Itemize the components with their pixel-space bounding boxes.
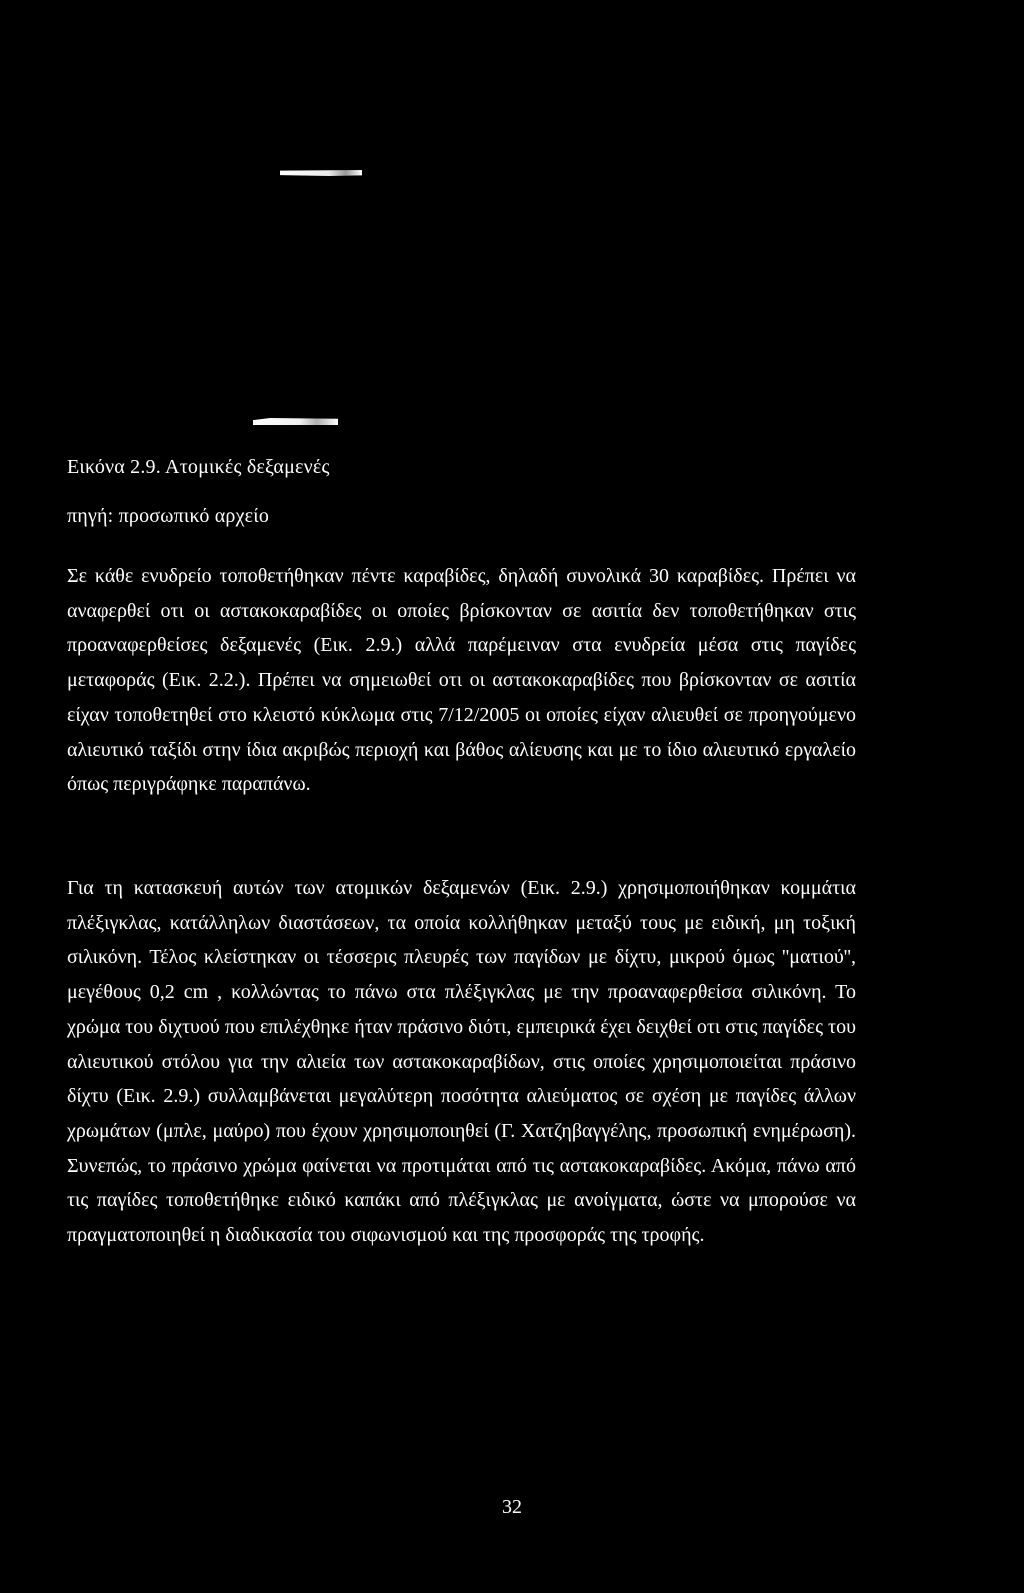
body-paragraph-2: Για τη κατασκευή αυτών των ατομικών δεξαμενών (Εικ. 2.9.) χρησιμοποιήθηκαν κομμάτια πλέξιγκλας, κατάλληλων διαστάσεων, τα οποία κολλήθηκαν μεταξύ τους με ειδική, μη τοξική σιλικόνη. Τέλος κλείστηκαν οι τέσσερις πλευρές των παγίδων με δίχτυ, μικρού όμως ''ματιού'', μεγέθους 0,2 cm , κολλώντας το πάνω στα πλέξιγκλας με την προαναφερθείσα σιλικόνη. Το χρώμα του διχτυού που επιλέχθηκε ήταν πράσινο διότι, εμπειρικά έχει δειχθεί οτι στις παγίδες του αλιευτικού στόλου για την αλιεία των αστακοκαραβίδων, στις οποίες χρησιμοποιείται πράσινο δίχτυ (Εικ. 2.9.) συλλαμβάνεται μεγαλύτερη ποσότητα αλιεύματος σε σχέση με παγίδες άλλων χρωμάτων (μπλε, μαύρο) που έχουν χρησιμοποιηθεί (Γ. Χατζηβαγγέλης, προσωπική ενημέρωση). Συνεπώς, το πράσινο χρώμα φαίνεται να προτιμάται από τις αστακοκαραβίδες. Ακόμα, πάνω από τις παγίδες τοποθετήθηκε ειδικό καπάκι από πλέξιγκλας με ανοίγματα, ώστε να μπορούσε να πραγματοποιηθεί η διαδικασία του σιφωνισμού και της προσφοράς της τροφής. [67,877,856,1247]
figure-caption-title: Εικόνα 2.9. Ατομικές δεξαμενές [67,456,330,478]
figure-caption-source: πηγή: προσωπικό αρχείο [67,505,270,527]
image-highlight-bottom [253,418,338,425]
figure-image [0,0,1024,440]
page-number: 32 [502,1496,522,1518]
body-paragraph-1: Σε κάθε ενυδρείο τοποθετήθηκαν πέντε καραβίδες, δηλαδή συνολικά 30 καραβίδες. Πρέπει να αναφερθεί οτι οι αστακοκαραβίδες οι οποίες βρίσκονταν σε ασιτία δεν τοποθετήθηκαν στις προαναφερθείσες δεξαμενές (Εικ. 2.9.) αλλά παρέμειναν στα ενυδρεία μέσα στις παγίδες μεταφοράς (Εικ. 2.2.). Πρέπει να σημειωθεί οτι οι αστακοκαραβίδες που βρίσκονταν σε ασιτία είχαν τοποθετηθεί στο κλειστό κύκλωμα στις 7/12/2005 οι οποίες είχαν αλιευθεί σε προηγούμενο αλιευτικό ταξίδι στην ίδια ακριβώς περιοχή και βάθος αλίευσης και με το ίδιο αλιευτικό εργαλείο όπως περιγράφηκε παραπάνω. [67,565,856,796]
image-highlight-top [280,170,362,176]
